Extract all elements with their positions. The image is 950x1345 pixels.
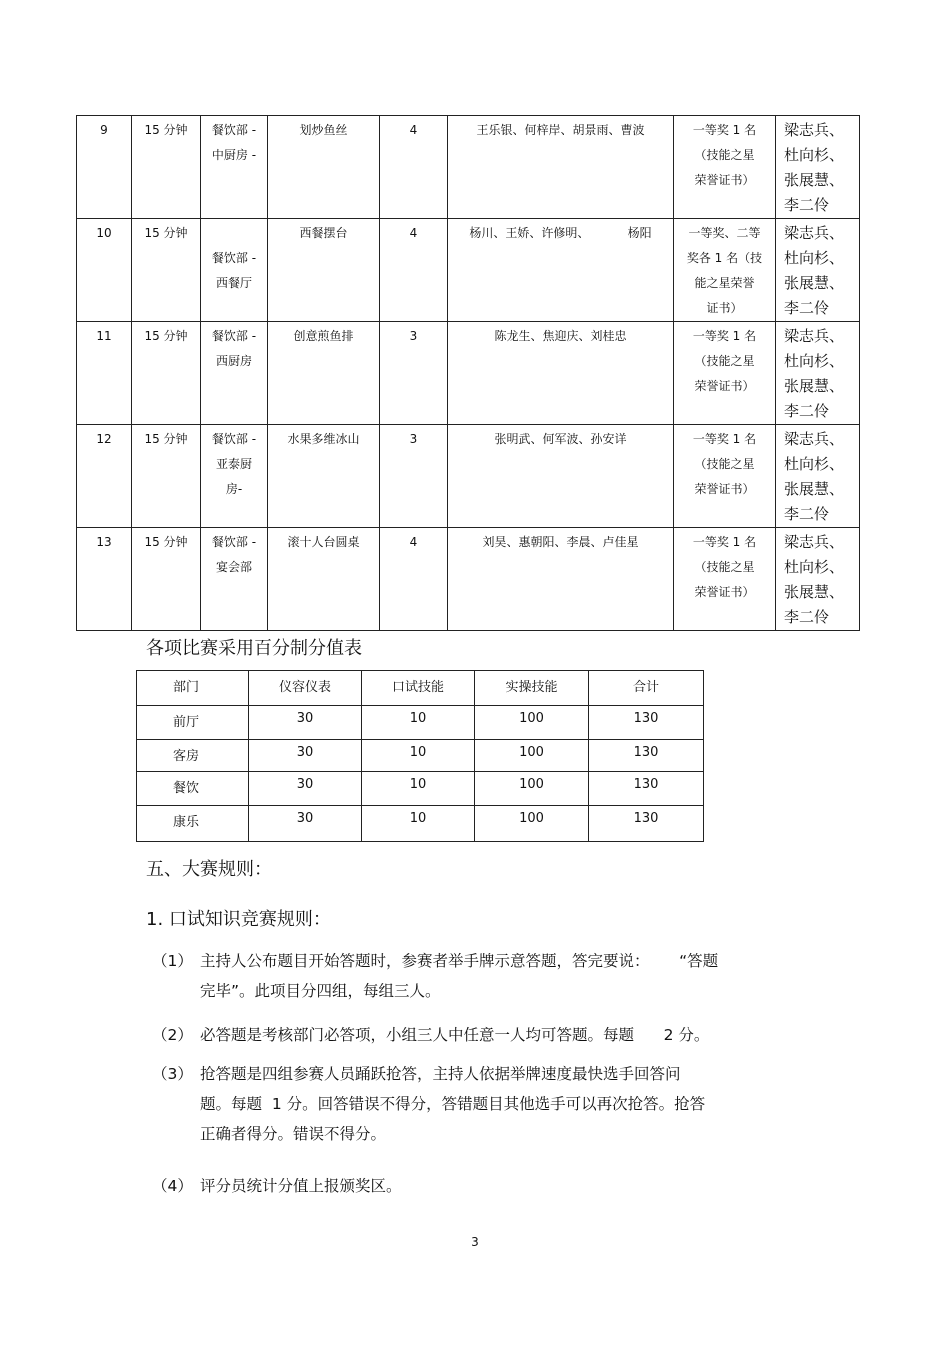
score-table-title: 各项比赛采用百分制分值表 — [146, 638, 362, 659]
score-header-cell: 实操技能 — [475, 671, 589, 706]
award-line: 荣誉证书） — [694, 173, 755, 187]
department-line: 房- — [225, 482, 243, 496]
award-line: （技能之星 — [694, 148, 755, 162]
reviewer-name: 梁志兵、 — [784, 430, 845, 448]
cell-award — [674, 322, 776, 425]
competition-row — [77, 425, 860, 528]
reviewer-name: 张展慧、 — [784, 583, 845, 601]
award-line: （技能之星 — [694, 354, 755, 368]
cell-award — [674, 425, 776, 528]
score-cell: 100 — [475, 772, 589, 806]
cell-duration: 15 分钟 — [132, 322, 201, 425]
score-cell: 100 — [475, 806, 589, 842]
score-cell: 30 — [249, 772, 362, 806]
score-cell: 10 — [362, 772, 475, 806]
department-line: 中厨房 - — [211, 148, 257, 162]
cell-duration: 15 分钟 — [132, 219, 201, 322]
cell-reviewers — [776, 219, 860, 322]
cell-duration: 15 分钟 — [132, 425, 201, 528]
cell-event: 水果多维冰山 — [268, 425, 380, 528]
rule-number: （2） — [152, 1026, 193, 1044]
score-cell: 10 — [362, 806, 475, 842]
rules-section-title: 五、大赛规则： — [146, 859, 272, 880]
score-row — [137, 772, 704, 806]
department-line: 西餐厅 — [215, 276, 252, 290]
score-cell: 130 — [589, 740, 704, 772]
rule-number: （4） — [152, 1177, 193, 1195]
department-line: 亚泰厨 — [215, 457, 252, 471]
cell-number: 10 — [77, 219, 132, 322]
cell-members: 王乐银、何梓岸、胡景雨、曹波 — [448, 116, 674, 219]
award-line: 一等奖、二等 — [688, 226, 761, 240]
cell-reviewers — [776, 425, 860, 528]
cell-reviewers — [776, 322, 860, 425]
cell-award — [674, 528, 776, 631]
cell-participant-count: 3 — [380, 322, 448, 425]
reviewer-name: 李二伶 — [784, 608, 830, 626]
score-row — [137, 740, 704, 772]
score-cell: 130 — [589, 706, 704, 740]
rule-number: （3） — [152, 1065, 193, 1083]
department-line: 餐饮部 - — [211, 432, 257, 446]
score-header-cell: 部门 — [137, 671, 249, 706]
cell-members: 陈龙生、焦迎庆、刘桂忠 — [448, 322, 674, 425]
cell-department — [201, 116, 268, 219]
cell-department — [201, 219, 268, 322]
rule-number: （1） — [152, 952, 193, 970]
cell-event: 创意煎鱼排 — [268, 322, 380, 425]
reviewer-name: 李二伶 — [784, 196, 830, 214]
cell-event: 滚十人台圆桌 — [268, 528, 380, 631]
reviewer-name: 杜向杉、 — [784, 455, 845, 473]
reviewer-name: 李二伶 — [784, 402, 830, 420]
department-line: 西厨房 — [215, 354, 252, 368]
rule-text: 主持人公布题目开始答题时，参赛者举手牌示意答题，答完要说： “答题 完毕”。此项目分四组，每组三人。 — [200, 952, 719, 1000]
reviewer-name: 梁志兵、 — [784, 533, 845, 551]
score-table — [136, 670, 704, 842]
reviewer-name: 杜向杉、 — [784, 352, 845, 370]
department-line: 餐饮部 - — [211, 535, 257, 549]
cell-duration: 15 分钟 — [132, 528, 201, 631]
reviewer-name: 张展慧、 — [784, 171, 845, 189]
competition-table — [76, 115, 860, 631]
department-line: 餐饮部 - — [211, 123, 257, 137]
department-line: 餐饮部 - — [211, 251, 257, 265]
competition-row — [77, 219, 860, 322]
award-line: 荣誉证书） — [694, 482, 755, 496]
cell-award — [674, 116, 776, 219]
competition-row — [77, 116, 860, 219]
department-line: 餐饮部 - — [211, 329, 257, 343]
score-cell: 前厅 — [137, 706, 249, 740]
cell-department — [201, 322, 268, 425]
reviewer-name: 张展慧、 — [784, 377, 845, 395]
award-line: 证书） — [706, 301, 743, 315]
reviewer-name: 李二伶 — [784, 505, 830, 523]
cell-department — [201, 425, 268, 528]
cell-reviewers — [776, 528, 860, 631]
cell-participant-count: 4 — [380, 219, 448, 322]
cell-number: 13 — [77, 528, 132, 631]
score-cell: 餐饮 — [137, 772, 249, 806]
cell-event: 西餐摆台 — [268, 219, 380, 322]
cell-members: 张明武、何军波、孙安详 — [448, 425, 674, 528]
rule-text: 抢答题是四组参赛人员踊跃抢答，主持人依据举牌速度最快选手回答问 题。每题 1 分。回答错误不得分，答错题目其他选手可以再次抢答。抢答 正确者得分。错误不得分。 — [200, 1065, 706, 1143]
cell-duration: 15 分钟 — [132, 116, 201, 219]
award-line: 一等奖 1 名 — [692, 432, 757, 446]
award-line: 荣誉证书） — [694, 585, 755, 599]
score-header-cell: 口试技能 — [362, 671, 475, 706]
cell-number: 12 — [77, 425, 132, 528]
award-line: （技能之星 — [694, 560, 755, 574]
rule-text: 评分员统计分值上报颁奖区。 — [200, 1177, 402, 1195]
cell-participant-count: 4 — [380, 116, 448, 219]
reviewer-name: 杜向杉、 — [784, 558, 845, 576]
score-cell: 10 — [362, 706, 475, 740]
score-cell: 10 — [362, 740, 475, 772]
page-number: 3 — [471, 1235, 479, 1249]
award-line: 一等奖 1 名 — [692, 123, 757, 137]
award-line: （技能之星 — [694, 457, 755, 471]
score-cell: 客房 — [137, 740, 249, 772]
award-line: 能之星荣誉 — [694, 276, 755, 290]
cell-participant-count: 3 — [380, 425, 448, 528]
department-line: 宴会部 — [215, 560, 252, 574]
score-cell: 130 — [589, 806, 704, 842]
reviewer-name: 张展慧、 — [784, 274, 845, 292]
cell-event: 划炒鱼丝 — [268, 116, 380, 219]
score-row — [137, 806, 704, 842]
cell-participant-count: 4 — [380, 528, 448, 631]
score-cell: 30 — [249, 740, 362, 772]
reviewer-name: 梁志兵、 — [784, 224, 845, 242]
cell-award — [674, 219, 776, 322]
reviewer-name: 梁志兵、 — [784, 121, 845, 139]
reviewer-name: 李二伶 — [784, 299, 830, 317]
reviewer-name: 梁志兵、 — [784, 327, 845, 345]
award-line: 荣誉证书） — [694, 379, 755, 393]
score-header-row — [137, 671, 704, 706]
score-header-cell: 仪容仪表 — [249, 671, 362, 706]
score-cell: 30 — [249, 706, 362, 740]
competition-row — [77, 528, 860, 631]
competition-row — [77, 322, 860, 425]
score-row — [137, 706, 704, 740]
reviewer-name: 杜向杉、 — [784, 249, 845, 267]
cell-department — [201, 528, 268, 631]
score-cell: 康乐 — [137, 806, 249, 842]
score-cell: 130 — [589, 772, 704, 806]
oral-rules-title: 1. 口试知识竞赛规则： — [146, 909, 331, 930]
award-line: 奖各 1 名（技 — [686, 251, 763, 265]
cell-members: 杨川、王娇、许修明、 杨阳 — [448, 219, 674, 322]
rule-text: 必答题是考核部门必答项，小组三人中任意一人均可答题。每题 2 分。 — [200, 1026, 710, 1044]
cell-reviewers — [776, 116, 860, 219]
reviewer-name: 杜向杉、 — [784, 146, 845, 164]
score-cell: 30 — [249, 806, 362, 842]
score-header-cell: 合计 — [589, 671, 704, 706]
reviewer-name: 张展慧、 — [784, 480, 845, 498]
score-cell: 100 — [475, 740, 589, 772]
cell-number: 9 — [77, 116, 132, 219]
award-line: 一等奖 1 名 — [692, 329, 757, 343]
cell-number: 11 — [77, 322, 132, 425]
cell-members: 刘昊、惠朝阳、李晨、卢佳星 — [448, 528, 674, 631]
award-line: 一等奖 1 名 — [692, 535, 757, 549]
score-cell: 100 — [475, 706, 589, 740]
